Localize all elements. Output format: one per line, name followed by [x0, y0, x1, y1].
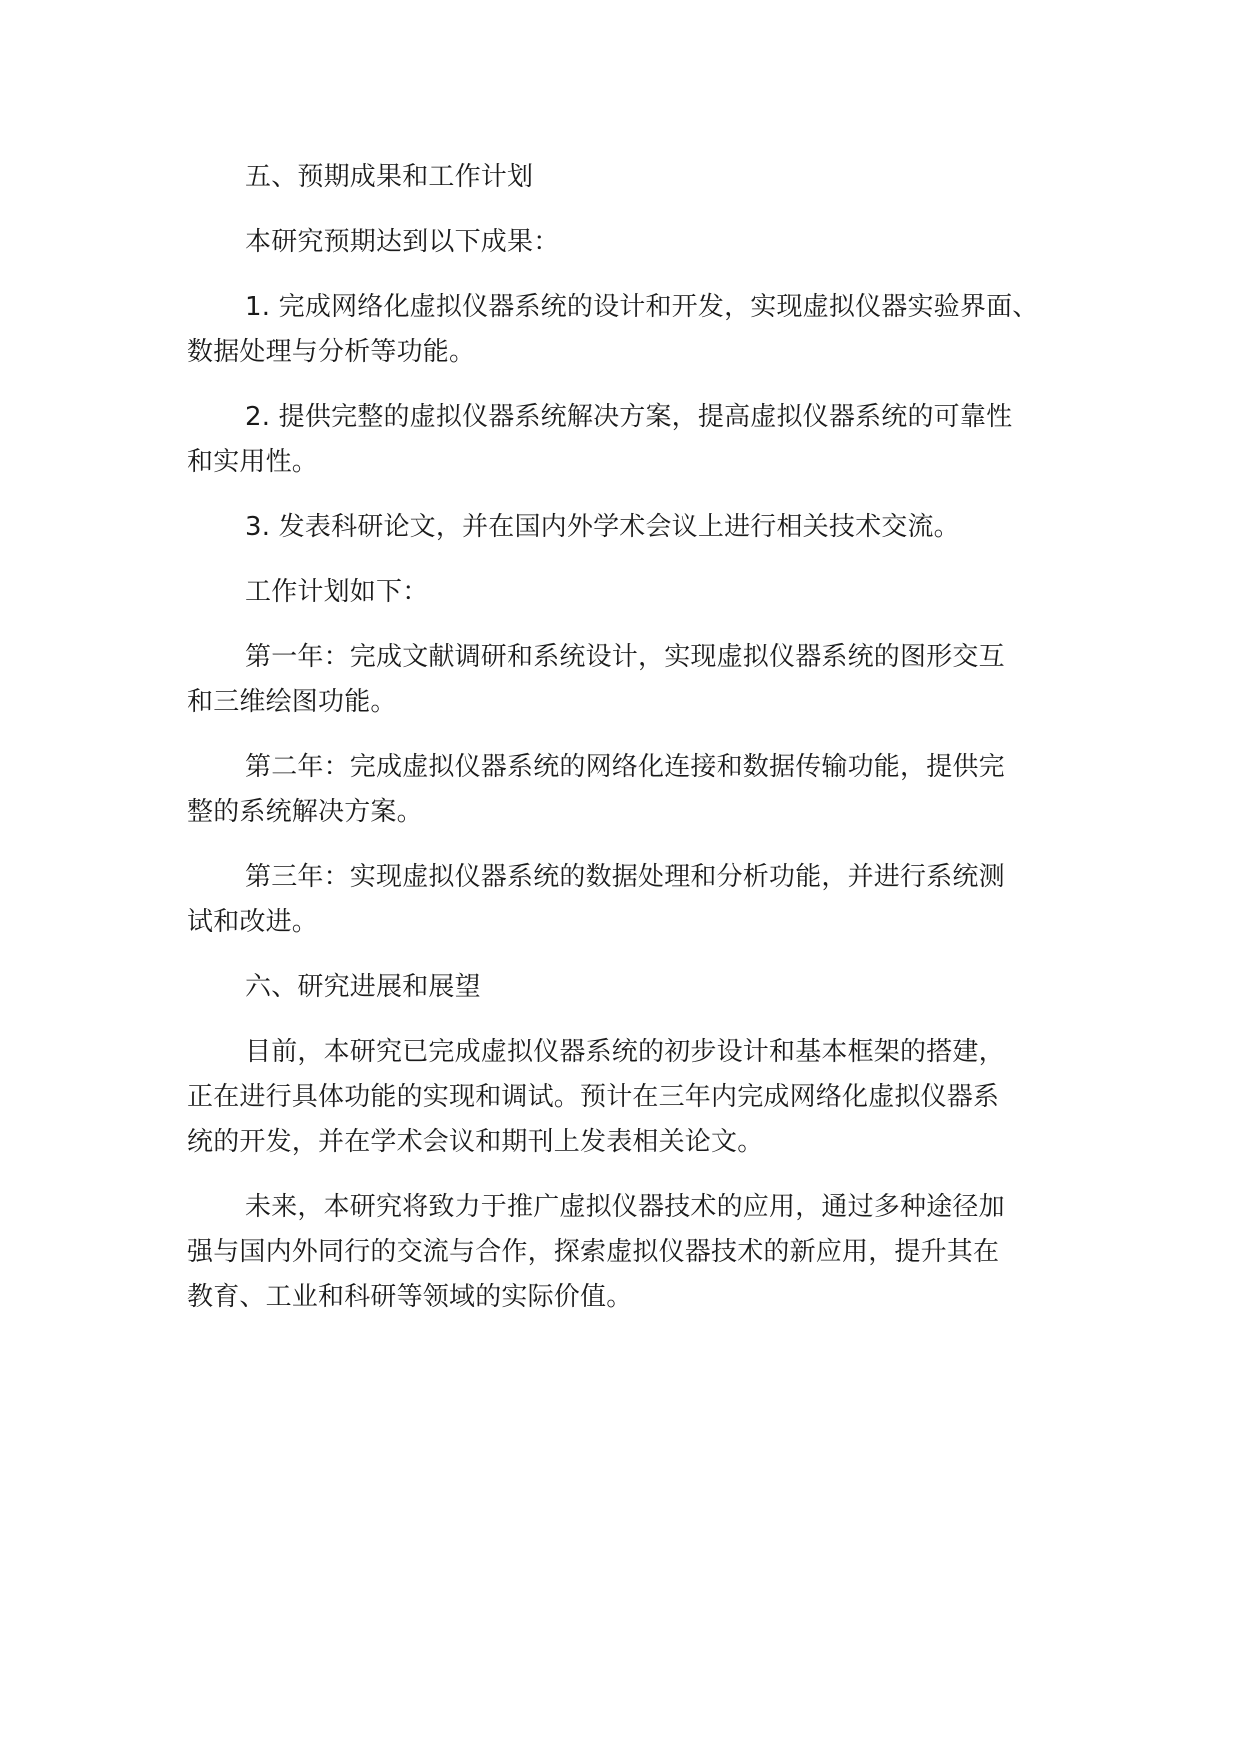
paragraph-year-3	[187, 855, 1057, 945]
text-line: 第二年：完成虚拟仪器系统的网络化连接和数据传输功能，提供完	[245, 752, 1005, 782]
text-line: 试和改进。	[187, 907, 319, 937]
text-line: 3. 发表科研论文，并在国内外学术会议上进行相关技术交流。	[245, 512, 960, 542]
paragraph-expected-results-intro	[187, 220, 1057, 265]
paragraph-result-3	[187, 505, 1057, 550]
text-line: 教育、工业和科研等领域的实际价值。	[187, 1282, 633, 1312]
paragraph-year-2	[187, 745, 1057, 835]
document-body	[187, 155, 1057, 1340]
paragraph-result-1	[187, 285, 1057, 375]
text-line: 目前，本研究已完成虚拟仪器系统的初步设计和基本框架的搭建，	[245, 1037, 1005, 1067]
text-line: 五、预期成果和工作计划	[245, 162, 534, 192]
paragraph-work-plan-intro	[187, 570, 1057, 615]
text-line: 正在进行具体功能的实现和调试。预计在三年内完成网络化虚拟仪器系	[187, 1082, 1000, 1112]
text-line: 未来，本研究将致力于推广虚拟仪器技术的应用，通过多种途径加	[245, 1192, 1005, 1222]
text-line: 六、研究进展和展望	[245, 972, 481, 1002]
text-line: 第一年：完成文献调研和系统设计，实现虚拟仪器系统的图形交互	[245, 642, 1005, 672]
text-line: 强与国内外同行的交流与合作，探索虚拟仪器技术的新应用，提升其在	[187, 1237, 1000, 1267]
section-heading-5	[187, 155, 1057, 200]
paragraph-outlook	[187, 1185, 1057, 1320]
text-line: 本研究预期达到以下成果：	[245, 227, 560, 257]
text-line: 数据处理与分析等功能。	[187, 337, 476, 367]
text-line: 2. 提供完整的虚拟仪器系统解决方案，提高虚拟仪器系统的可靠性	[245, 402, 1013, 432]
paragraph-result-2	[187, 395, 1057, 485]
text-line: 整的系统解决方案。	[187, 797, 423, 827]
section-heading-6	[187, 965, 1057, 1010]
paragraph-progress	[187, 1030, 1057, 1165]
text-line: 和三维绘图功能。	[187, 687, 397, 717]
text-line: 统的开发，并在学术会议和期刊上发表相关论文。	[187, 1127, 764, 1157]
paragraph-year-1	[187, 635, 1057, 725]
text-line: 和实用性。	[187, 447, 319, 477]
text-line: 工作计划如下：	[245, 577, 429, 607]
text-line: 第三年：实现虚拟仪器系统的数据处理和分析功能，并进行系统测	[245, 862, 1005, 892]
text-line: 1. 完成网络化虚拟仪器系统的设计和开发，实现虚拟仪器实验界面、	[245, 292, 1039, 322]
